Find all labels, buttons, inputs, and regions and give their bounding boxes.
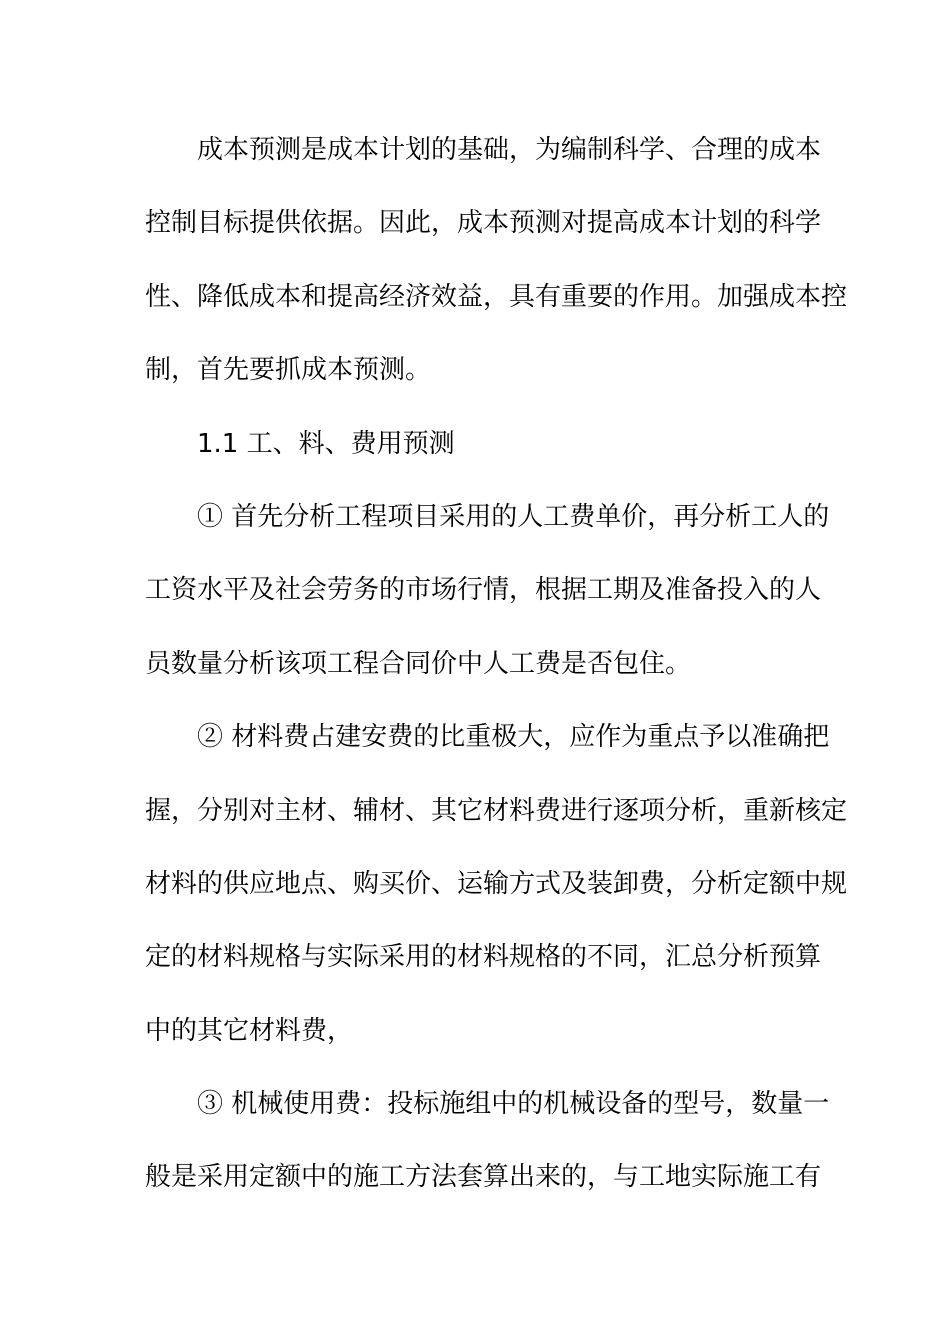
item-3-line-2: 般是采用定额中的施工方法套算出来的，与工地实际施工有 — [145, 1162, 822, 1193]
paragraph-1-line-2: 控制目标提供依据。因此，成本预测对提高成本计划的科学 — [145, 208, 822, 239]
item-2-line-5: 中的其它材料费， — [145, 1015, 354, 1046]
paragraph-1-line-1: 成本预测是成本计划的基础，为编制科学、合理的成本 — [197, 135, 822, 165]
item-1-line-3: 员数量分析该项工程合同价中人工费是否包住。 — [145, 648, 692, 679]
section-heading: 1.1 工、料、费用预测 — [197, 428, 455, 459]
item-3-line-1: ③ 机械使用费：投标施组中的机械设备的型号，数量一 — [197, 1089, 830, 1120]
item-1-line-2: 工资水平及社会劳务的市场行情，根据工期及准备投入的人 — [145, 575, 822, 606]
paragraph-1-line-3: 性、降低成本和提高经济效益，具有重要的作用。加强成本控 — [145, 281, 848, 312]
item-2-line-4: 定的材料规格与实际采用的材料规格的不同，汇总分析预算 — [145, 942, 822, 973]
item-2-line-2: 握，分别对主材、辅材、其它材料费进行逐项分析，重新核定 — [145, 795, 848, 826]
document-body — [145, 114, 848, 1215]
paragraph-1-line-4: 制，首先要抓成本预测。 — [145, 355, 432, 386]
item-1-line-1: ① 首先分析工程项目采用的人工费单价，再分析工人的 — [197, 501, 830, 532]
item-2-line-3: 材料的供应地点、购买价、运输方式及装卸费，分析定额中规 — [145, 868, 848, 899]
item-2-line-1: ② 材料费占建安费的比重极大，应作为重点予以准确把 — [197, 722, 830, 753]
